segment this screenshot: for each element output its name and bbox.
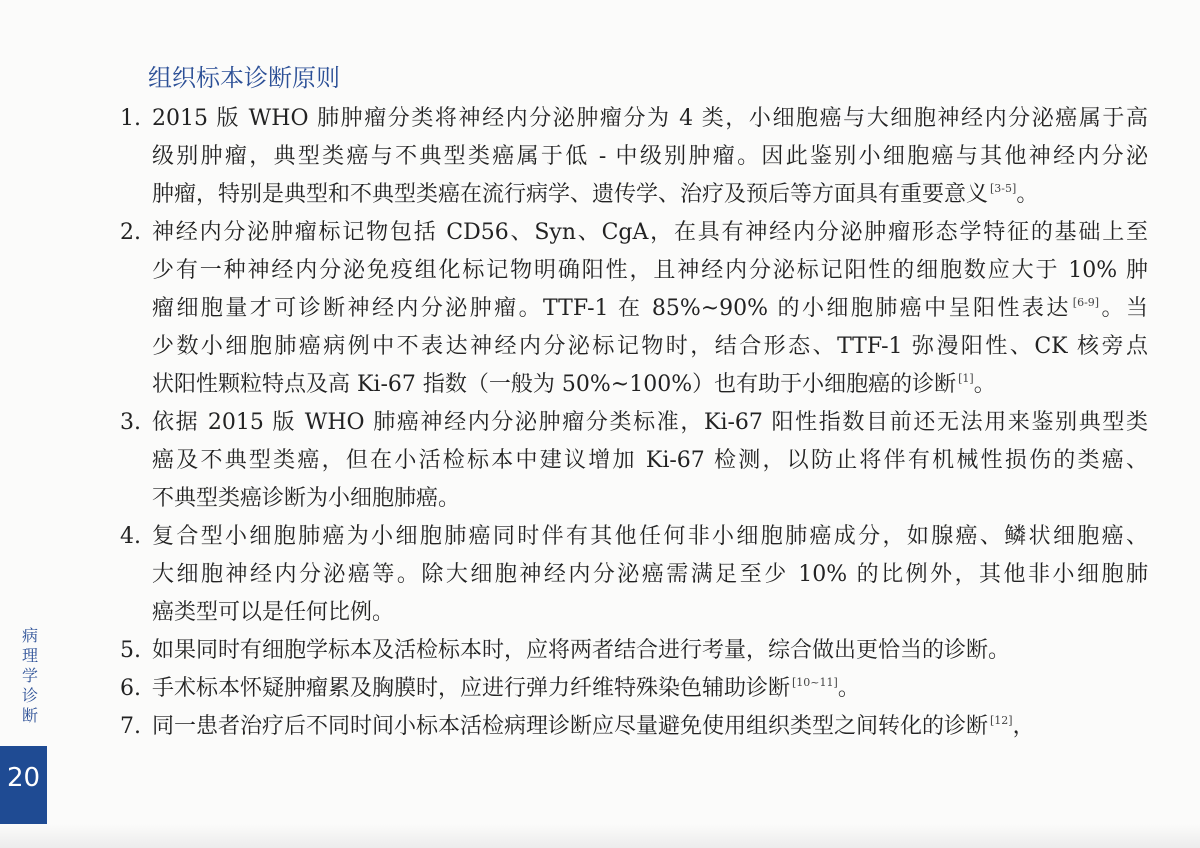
text-line xyxy=(152,442,1148,480)
line-punctuation: 。 xyxy=(837,676,860,701)
line-text: 少有一种神经内分泌免疫组化标记物明确阳性，且神经内分泌标记阳性的细胞数应大于 10% 肿 xyxy=(152,258,1148,283)
line-text: 肿瘤，特别是典型和不典型类癌在流行病学、遗传学、治疗及预后等方面具有重要意义 xyxy=(152,182,989,207)
text-line xyxy=(152,670,1148,708)
citation-ref: [6-9] xyxy=(1072,296,1100,309)
item-text xyxy=(152,404,1148,518)
item-text xyxy=(152,632,1148,670)
line-text: 不典型类癌诊断为小细胞肺癌。 xyxy=(152,486,461,511)
text-line xyxy=(152,290,1148,328)
citation-ref: [12] xyxy=(990,714,1013,727)
item-number: 1. xyxy=(120,106,141,131)
line-text: 癌类型可以是任何比例。 xyxy=(152,600,395,625)
line-punctuation: 。 xyxy=(973,372,996,397)
text-line xyxy=(152,708,1148,746)
line-text: 癌及不典型类癌，但在小活检标本中建议增加 Ki-67 检测，以防止将伴有机械性损伤的类癌、 xyxy=(152,448,1148,473)
line-text: 复合型小细胞肺癌为小细胞肺癌同时伴有其他任何非小细胞肺癌成分，如腺癌、鳞状细胞癌、 xyxy=(152,524,1148,549)
text-line xyxy=(152,100,1148,138)
diagnosis-principles-list xyxy=(120,100,1150,746)
item-text xyxy=(152,518,1148,632)
text-line xyxy=(152,138,1148,176)
line-punctuation: 。当 xyxy=(1099,296,1148,321)
line-text: 如果同时有细胞学标本及活检标本时，应将两者结合进行考量，综合做出更恰当的诊断。 xyxy=(152,638,1011,663)
text-line xyxy=(152,632,1148,670)
line-text: 少数小细胞肺癌病例中不表达神经内分泌标记物时，结合形态、TTF-1 弥漫阳性、CK 核旁点 xyxy=(152,334,1148,359)
side-chapter-label: 病理学诊断 xyxy=(21,626,38,725)
text-line xyxy=(152,328,1148,366)
citation-ref: [3-5] xyxy=(990,182,1017,195)
text-line xyxy=(152,404,1148,442)
text-line xyxy=(152,176,1148,214)
text-line xyxy=(152,366,1148,404)
text-line xyxy=(152,480,1148,518)
item-text xyxy=(152,100,1148,214)
line-punctuation: 。 xyxy=(1016,182,1039,207)
list-item xyxy=(120,518,1150,632)
item-number: 6. xyxy=(120,676,141,701)
list-item xyxy=(120,404,1150,518)
item-text xyxy=(152,670,1148,708)
item-number: 4. xyxy=(120,524,141,549)
item-text xyxy=(152,214,1148,404)
section-heading: 组织标本诊断原则 xyxy=(148,64,340,92)
page-edge-shadow xyxy=(0,824,1200,848)
list-item xyxy=(120,632,1150,670)
line-text: 依据 2015 版 WHO 肺癌神经内分泌肿瘤分类标准，Ki-67 阳性指数目前还无法用来鉴别典型类 xyxy=(152,410,1148,435)
item-text xyxy=(152,708,1148,746)
line-text: 级别肿瘤，典型类癌与不典型类癌属于低 - 中级别肿瘤。因此鉴别小细胞癌与其他神经内分泌 xyxy=(152,144,1148,169)
line-text: 瘤细胞量才可诊断神经内分泌肿瘤。TTF-1 在 85%~90% 的小细胞肺癌中呈阳性表达 xyxy=(152,296,1071,321)
text-line xyxy=(152,556,1148,594)
text-line xyxy=(152,252,1148,290)
text-line xyxy=(152,214,1148,252)
text-line xyxy=(152,518,1148,556)
list-item xyxy=(120,708,1150,746)
citation-ref: [10~11] xyxy=(792,676,838,689)
line-punctuation: ， xyxy=(1012,714,1035,739)
page-number: 20 xyxy=(6,763,41,793)
page-number-box xyxy=(0,746,47,828)
list-item xyxy=(120,100,1150,214)
item-number: 2. xyxy=(120,220,141,245)
text-line xyxy=(152,594,1148,632)
line-text: 神经内分泌肿瘤标记物包括 CD56、Syn、CgA，在具有神经内分泌肿瘤形态学特征的基础上至 xyxy=(152,220,1148,245)
line-text: 状阳性颗粒特点及高 Ki-67 指数（一般为 50%~100%）也有助于小细胞癌的诊断 xyxy=(152,372,957,397)
line-text: 大细胞神经内分泌癌等。除大细胞神经内分泌癌需满足至少 10% 的比例外，其他非小细胞肺 xyxy=(152,562,1148,587)
line-text: 手术标本怀疑肿瘤累及胸膜时，应进行弹力纤维特殊染色辅助诊断 xyxy=(152,676,791,701)
line-text: 2015 版 WHO 肺肿瘤分类将神经内分泌肿瘤分为 4 类，小细胞癌与大细胞神经内分泌癌属于高 xyxy=(152,106,1148,131)
list-item xyxy=(120,670,1150,708)
line-text: 同一患者治疗后不同时间小标本活检病理诊断应尽量避免使用组织类型之间转化的诊断 xyxy=(152,714,989,739)
item-number: 5. xyxy=(120,638,141,663)
list-item xyxy=(120,214,1150,404)
citation-ref: [1] xyxy=(958,372,974,385)
item-number: 7. xyxy=(120,714,141,739)
item-number: 3. xyxy=(120,410,141,435)
